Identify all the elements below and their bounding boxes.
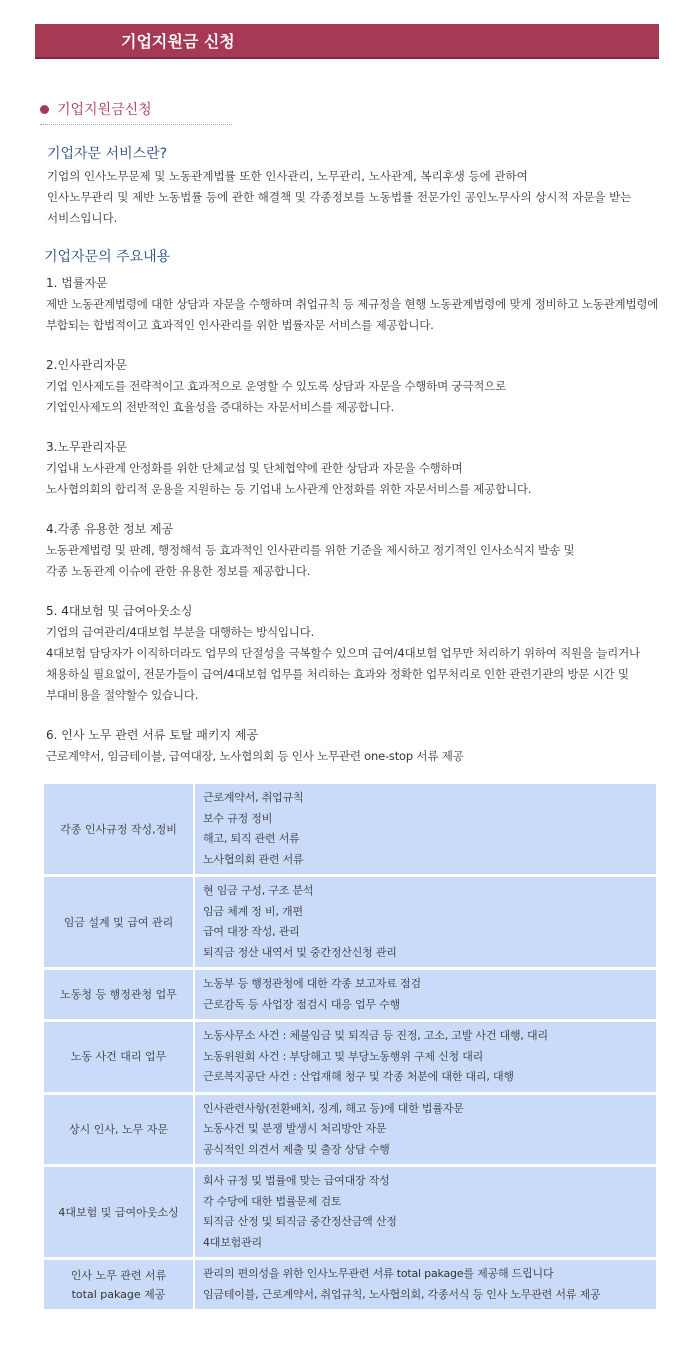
service-item-title: 6. 인사 노무 관련 서류 토탈 패키지 제공 (46, 728, 259, 742)
table-detail-line: 임금 체계 정 비, 개편 (203, 904, 303, 918)
table-detail-line: 관리의 편의성을 위한 인사노무관련 서류 total pakage를 제공해 드립니다 (203, 1267, 554, 1280)
table-detail-line: 해고, 퇴직 관련 서류 (203, 832, 300, 845)
table-category-line: 인사 노무 관련 서류 (70, 1268, 167, 1282)
service-item-text: 근로계약서, 임금테이블, 급여대장, 노사협의회 등 인사 노무관련 one-stop 서류 제공 (46, 749, 464, 763)
table-detail-cell (194, 784, 656, 876)
table-detail-line: 근로복지공단 사건 : 산업재해 청구 및 각종 처분에 대한 대리, 대행 (203, 1070, 514, 1083)
table-detail-line: 노사협의회 관련 서류 (203, 852, 304, 866)
service-table (44, 784, 656, 1312)
table-category-line: total pakage 제공 (71, 1287, 166, 1301)
intro-line: 기업의 인사노무문제 및 노동관계법률 또한 인사관리, 노무관리, 노사관계, 복리후생 등에 관하여 (47, 169, 528, 183)
service-item-title: 1. 법률자문 (46, 276, 108, 290)
table-detail-line: 공식적인 의견서 제출 및 출장 상담 수행 (203, 1142, 390, 1156)
table-row (44, 1259, 656, 1311)
table-category-cell: 노동 사건 대리 업무 (44, 1021, 194, 1094)
service-item-title: 4.각종 유용한 정보 제공 (46, 522, 174, 536)
service-item-title: 5. 4대보험 및 급여아웃소싱 (46, 604, 193, 618)
intro-line: 인사노무관리 및 제반 노동법률 등에 관한 해결책 및 각종정보를 노동법률 전문가인 공인노무사의 상시적 자문을 받는 (47, 190, 632, 204)
table-detail-line: 4대보험관리 (203, 1235, 262, 1249)
banner-title: 기업지원금 신청 (121, 32, 235, 51)
table-detail-line: 퇴직금 산정 및 퇴직금 중간정산금액 산정 (203, 1215, 397, 1228)
table-category-cell: 상시 인사, 노무 자문 (44, 1093, 194, 1166)
intro-block (47, 143, 667, 229)
table-detail-line: 각 수당에 대한 법률문제 검토 (203, 1194, 342, 1208)
table-row (44, 784, 656, 876)
table-detail-line: 회사 규정 및 법률에 맞는 급여대장 작성 (203, 1174, 390, 1187)
service-item-text: 기업의 급여관리/4대보험 부분을 대행하는 방식입니다. (46, 625, 315, 639)
table-detail-line: 퇴직금 정산 내역서 및 중간정산신청 관리 (203, 945, 397, 959)
table-detail-line: 노동사무소 사건 : 체불임금 및 퇴직금 등 진정, 고소, 고발 사건 대행, 대리 (203, 1029, 548, 1042)
service-item-text: 기업인사제도의 전반적인 효율성을 증대하는 자문서비스를 제공합니다. (46, 400, 394, 414)
service-item-text: 부대비용을 절약할수 있습니다. (46, 688, 199, 702)
table-detail-cell (194, 1093, 656, 1166)
table-detail-line: 보수 규정 정비 (203, 811, 273, 825)
service-item-text: 부합되는 합법적이고 효과적인 인사관리를 위한 법률자문 서비스를 제공합니다. (46, 318, 434, 332)
service-item-text: 제반 노동관계법령에 대한 상담과 자문을 수행하며 취업규칙 등 제규정을 현행 노동관계법령에 맞게 정비하고 노동관계법령에 (46, 297, 659, 311)
table-detail-line: 노동위원회 사건 : 부당해고 및 부당노동행위 구제 신청 대리 (203, 1049, 484, 1063)
service-item-text: 채용하실 필요없이, 전문가들이 급여/4대보험 업무를 처리하는 효과와 정확한 업무처리로 인한 관련기관의 방문 시간 및 (46, 667, 629, 681)
table-detail-line: 노동부 등 행정관청에 대한 각종 보고자료 점검 (203, 977, 421, 990)
intro-line: 서비스입니다. (47, 211, 118, 225)
table-row (44, 1093, 656, 1166)
service-items (46, 273, 691, 786)
table-detail-line: 인사관련사항(전환배치, 징계, 해고 등)에 대한 법률자문 (203, 1101, 464, 1115)
table-category-cell: 4대보험 및 급여아웃소싱 (44, 1166, 194, 1259)
table-row (44, 876, 656, 969)
table-detail-cell (194, 1166, 656, 1259)
service-item-text: 각종 노동관계 이슈에 관한 유용한 정보를 제공합니다. (46, 564, 311, 578)
table-category-cell (44, 1259, 194, 1311)
table-detail-cell (194, 1259, 656, 1311)
service-item-text: 기업내 노사관계 안정화를 위한 단체교섭 및 단체협약에 관한 상담과 자문을 수행하며 (46, 461, 463, 475)
table-detail-cell (194, 1021, 656, 1094)
service-item (46, 437, 691, 500)
service-item (46, 273, 691, 336)
service-item-title: 2.인사관리자문 (46, 358, 128, 372)
section-title: 기업지원금신청 (57, 102, 152, 118)
table-row (44, 1166, 656, 1259)
service-item-text: 기업 인사제도를 전략적이고 효과적으로 운영할 수 있도록 상담과 자문을 수행하며 궁극적으로 (46, 379, 507, 393)
table-detail-line: 노동사건 및 분쟁 발생시 처리방안 자문 (203, 1122, 387, 1135)
section-header (40, 100, 232, 125)
table-detail-line: 근로계약서, 취업규칙 (203, 791, 304, 804)
table-row (44, 1021, 656, 1094)
service-item-text: 노사협의회의 합리적 운용을 지원하는 등 기업내 노사관계 안정화를 위한 자문서비스를 제공합니다. (46, 482, 532, 496)
bullet-icon (40, 105, 49, 114)
intro-heading: 기업자문 서비스란? (47, 146, 168, 162)
page-banner (35, 24, 659, 59)
service-item (46, 519, 691, 582)
main-heading: 기업자문의 주요내용 (44, 249, 171, 265)
table-detail-line: 현 임금 구성, 구조 분석 (203, 884, 314, 897)
service-item (46, 601, 691, 706)
table-detail-line: 근로감독 등 사업장 점검시 대응 업무 수행 (203, 997, 401, 1011)
table-category-cell: 노동청 등 행정관청 업무 (44, 969, 194, 1021)
service-item-title: 3.노무관리자문 (46, 440, 128, 454)
service-item (46, 725, 691, 767)
table-detail-line: 임금테이블, 근로계약서, 취업규칙, 노사협의회, 각종서식 등 인사 노무관련 서류 제공 (203, 1287, 601, 1301)
table-category-cell: 각종 인사규정 작성,정비 (44, 784, 194, 876)
service-item-text: 노동관계법령 및 판례, 행정해석 등 효과적인 인사관리를 위한 기준을 제시하고 정기적인 인사소식지 발송 및 (46, 543, 575, 557)
service-item-text: 4대보험 담당자가 이직하더라도 업무의 단절성을 극복할수 있으며 급여/4대보험 업무만 처리하기 위하여 직원을 늘리거나 (46, 646, 640, 660)
table-category-cell: 임금 설계 및 급여 관리 (44, 876, 194, 969)
table-detail-line: 급여 대장 작성, 관리 (203, 925, 300, 938)
table-row (44, 969, 656, 1021)
service-item (46, 355, 691, 418)
table-detail-cell (194, 969, 656, 1021)
table-detail-cell (194, 876, 656, 969)
